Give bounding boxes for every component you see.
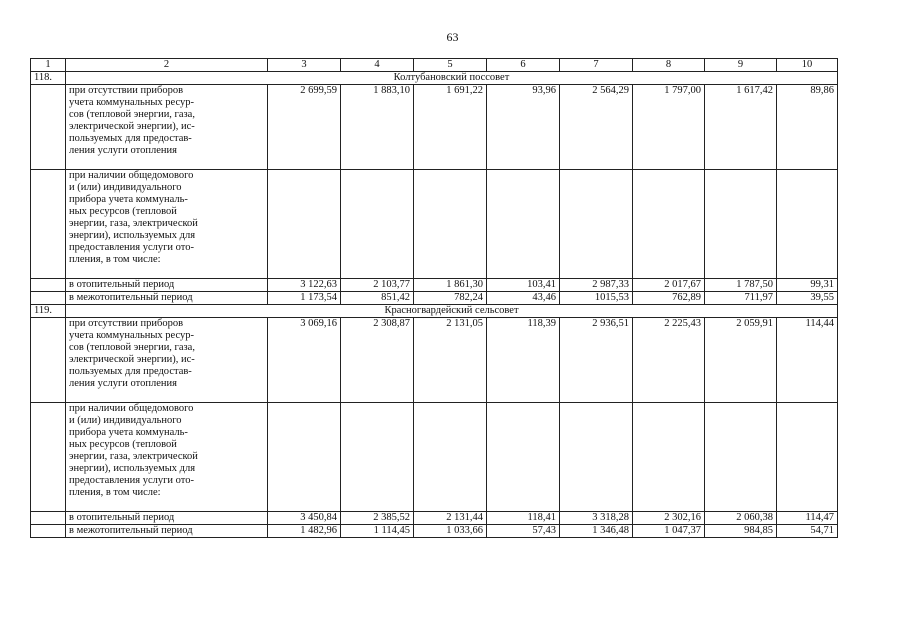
value-cell: 39,55 [777,292,838,305]
value-cell: 118,39 [487,318,560,403]
column-header: 4 [341,59,414,72]
value-cell: 1015,53 [560,292,633,305]
row-label: в межотопительный период [66,292,268,305]
column-header: 5 [414,59,487,72]
value-cell: 3 069,16 [268,318,341,403]
empty-cell [414,170,487,279]
value-cell: 2 987,33 [560,279,633,292]
table-row [31,170,838,279]
column-header: 8 [633,59,705,72]
empty-cell [633,170,705,279]
empty-cell [705,403,777,512]
value-cell: 114,44 [777,318,838,403]
value-cell: 2 936,51 [560,318,633,403]
empty-cell [777,170,838,279]
value-cell: 2 131,44 [414,512,487,525]
section-number: 118. [31,72,66,85]
empty-cell [31,292,66,305]
empty-cell [560,170,633,279]
column-number-row [31,59,838,72]
section-number: 119. [31,305,66,318]
value-cell: 1 482,96 [268,525,341,538]
empty-cell [31,85,66,170]
value-cell: 1 617,42 [705,85,777,170]
value-cell: 851,42 [341,292,414,305]
section-title-row [31,72,838,85]
section-title: Колтубановский поссовет [66,72,838,85]
section-title: Красногвардейский сельсовет [66,305,838,318]
value-cell: 2 302,16 [633,512,705,525]
column-header: 7 [560,59,633,72]
empty-cell [341,403,414,512]
value-cell: 2 225,43 [633,318,705,403]
tariff-table [30,58,838,538]
value-cell: 3 318,28 [560,512,633,525]
value-cell: 93,96 [487,85,560,170]
section-title-row [31,305,838,318]
value-cell: 1 861,30 [414,279,487,292]
table-row [31,512,838,525]
page-number: 63 [446,30,459,44]
value-cell: 2 059,91 [705,318,777,403]
value-cell: 984,85 [705,525,777,538]
value-cell: 114,47 [777,512,838,525]
row-label: в отопительный период [66,512,268,525]
table-row [31,525,838,538]
row-description: при отсутствии приборов учета коммунальных ресур- сов (тепловой энергии, газа, электрической энергии), ис- пользуемых для предостав- ления услуги отопления [66,318,268,403]
empty-cell [777,403,838,512]
value-cell: 89,86 [777,85,838,170]
value-cell: 1 787,50 [705,279,777,292]
value-cell: 782,24 [414,292,487,305]
value-cell: 2 699,59 [268,85,341,170]
column-header: 9 [705,59,777,72]
value-cell: 99,31 [777,279,838,292]
empty-cell [560,403,633,512]
value-cell: 1 883,10 [341,85,414,170]
table-row [31,292,838,305]
value-cell: 2 103,77 [341,279,414,292]
table-row [31,403,838,512]
value-cell: 1 047,37 [633,525,705,538]
table-row [31,279,838,292]
column-header: 6 [487,59,560,72]
row-label: в межотопительный период [66,525,268,538]
empty-cell [31,403,66,512]
value-cell: 1 114,45 [341,525,414,538]
empty-cell [31,525,66,538]
empty-cell [31,279,66,292]
value-cell: 2 385,52 [341,512,414,525]
empty-cell [31,318,66,403]
empty-cell [268,403,341,512]
empty-cell [268,170,341,279]
column-header: 2 [66,59,268,72]
value-cell: 1 346,48 [560,525,633,538]
value-cell: 3 450,84 [268,512,341,525]
value-cell: 1 691,22 [414,85,487,170]
table-row [31,318,838,403]
value-cell: 43,46 [487,292,560,305]
value-cell: 118,41 [487,512,560,525]
value-cell: 762,89 [633,292,705,305]
row-label: в отопительный период [66,279,268,292]
empty-cell [414,403,487,512]
value-cell: 57,43 [487,525,560,538]
value-cell: 103,41 [487,279,560,292]
value-cell: 3 122,63 [268,279,341,292]
column-header: 3 [268,59,341,72]
value-cell: 2 017,67 [633,279,705,292]
value-cell: 54,71 [777,525,838,538]
value-cell: 1 033,66 [414,525,487,538]
row-description: при наличии общедомового и (или) индивидуального прибора учета коммуналь- ных ресурсов (тепловой энергии, газа, электрической энергии), используемых для предоставления услуги ото- пления, в том числе: [66,403,268,512]
value-cell: 1 797,00 [633,85,705,170]
value-cell: 711,97 [705,292,777,305]
empty-cell [341,170,414,279]
column-header: 1 [31,59,66,72]
value-cell: 2 131,05 [414,318,487,403]
table-row [31,85,838,170]
empty-cell [31,512,66,525]
empty-cell [31,170,66,279]
row-description: при наличии общедомового и (или) индивидуального прибора учета коммуналь- ных ресурсов (тепловой энергии, газа, электрической энергии), используемых для предоставления услуги ото- пления, в том числе: [66,170,268,279]
value-cell: 2 564,29 [560,85,633,170]
value-cell: 2 060,38 [705,512,777,525]
empty-cell [487,170,560,279]
row-description: при отсутствии приборов учета коммунальных ресур- сов (тепловой энергии, газа, электрической энергии), ис- пользуемых для предостав- ления услуги отопления [66,85,268,170]
empty-cell [705,170,777,279]
column-header: 10 [777,59,838,72]
value-cell: 2 308,87 [341,318,414,403]
empty-cell [487,403,560,512]
value-cell: 1 173,54 [268,292,341,305]
empty-cell [633,403,705,512]
